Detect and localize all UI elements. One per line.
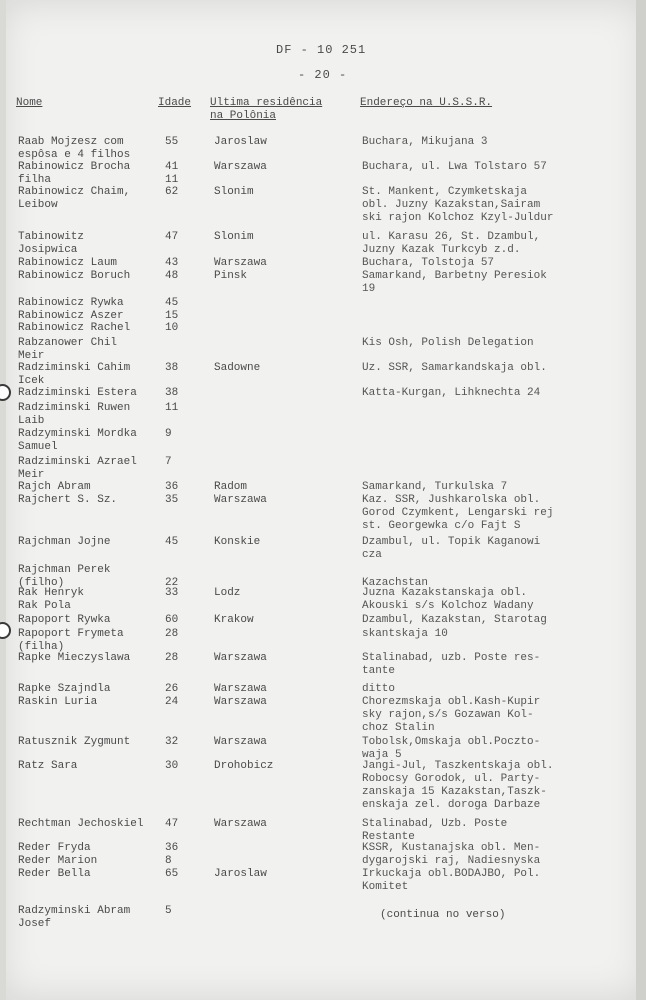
entry-name: Rak Pola [18,600,71,612]
entry-residence: Drohobicz [214,760,274,772]
entry-name: Rabinowicz Laum [18,257,118,269]
entry-address: ditto [362,683,396,695]
column-header-name: Nome [16,97,43,109]
column-header-age: Idade [158,97,192,109]
entry-address: Kaz. SSR, Jushkarolska obl. Gorod Czymkent, Lengarski rej st. Georgewka c/o Fajt S [362,494,554,532]
entry-address: Kazachstan [362,577,429,589]
entry-age: 7 [165,456,172,468]
entry-name: Rajchman Jojne [18,536,111,548]
entry-residence: Lodz [214,587,241,599]
entry-residence: Warszawa [214,736,267,748]
entry-address: Chorezmskaja obl.Kash-Kupir sky rajon,s/s Gozawan Kol- choz Stalin [362,696,541,734]
entry-name: Ratusznik Zygmunt [18,736,131,748]
entry-age: 8 [165,855,172,867]
entry-residence: Slonim [214,231,254,243]
entry-name: Rapke Mieczyslawa [18,652,131,664]
entry-address: Jangi-Jul, Taszkentskaja obl. Robocsy Gorodok, ul. Party- zanskaja 15 Kazakstan,Taszk- enskaja zel. doroga Darbaze [362,760,554,811]
entry-age: 48 [165,270,179,282]
entry-name: Rabinowicz Boruch [18,270,131,282]
binder-hole [0,622,11,639]
entry-residence: Warszawa [214,494,267,506]
entry-address: Stalinabad, Uzb. Poste Restante [362,818,508,843]
entry-age: 47 [165,818,179,830]
entry-address: St. Mankent, Czymketskaja obl. Juzny Kazakstan,Sairam ski rajon Kolchoz Kzyl-Juldur [362,186,554,224]
entry-residence: Warszawa [214,683,267,695]
entry-age: 38 [165,387,179,399]
entry-address: Buchara, ul. Lwa Tolstaro 57 [362,161,547,173]
entry-residence: Pinsk [214,270,248,282]
document-code: DF - 10 251 [276,43,367,57]
entry-name: Tabinowitz Josipwica [18,231,85,256]
entry-residence: Warszawa [214,696,267,708]
entry-age: 45 [165,536,179,548]
entry-address: Tobolsk,Omskaja obl.Poczto- waja 5 [362,736,541,761]
entry-age: 22 [165,577,179,589]
entry-address: Stalinabad, uzb. Poste res- tante [362,652,541,677]
entry-age: 10 [165,322,179,334]
entry-name: Radziminski Ruwen Laib [18,402,131,427]
entry-name: Rabinowicz Aszer [18,310,124,322]
entry-residence: Sadowne [214,362,261,374]
entry-age: 36 [165,842,179,854]
continued-note: (continua no verso) [380,909,506,921]
entry-name: Reder Fryda [18,842,91,854]
entry-age: 30 [165,760,179,772]
entry-name: Raab Mojzesz com espôsa e 4 filhos [18,136,131,161]
entry-address: Dzambul, ul. Topik Kaganowi cza [362,536,541,561]
entry-age: 62 [165,186,179,198]
entry-address: Samarkand, Barbetny Peresiok 19 [362,270,547,295]
entry-residence: Slonim [214,186,254,198]
entry-residence: Jaroslaw [214,868,267,880]
entry-address: dygarojski raj, Nadiesnyska [362,855,541,867]
entry-age: 55 [165,136,179,148]
entry-address: Uz. SSR, Samarkandskaja obl. [362,362,547,374]
entry-name: Radziminski Estera [18,387,137,399]
entry-age: 11 [165,402,179,414]
entry-address: Katta-Kurgan, Lihknechta 24 [362,387,541,399]
entry-name: Radzyminski Mordka Samuel [18,428,137,453]
entry-age: 28 [165,628,179,640]
entry-name: Rapoport Frymeta (filha) [18,628,124,653]
entry-age: 45 [165,297,179,309]
entry-address: Akouski s/s Kolchoz Wadany [362,600,534,612]
entry-age: 5 [165,905,172,917]
entry-address: Buchara, Tolstoja 57 [362,257,495,269]
entry-age: 35 [165,494,179,506]
entry-name: Rapoport Rywka [18,614,111,626]
entry-residence: Jaroslaw [214,136,267,148]
entry-age: 36 [165,481,179,493]
entry-name: Rapke Szajndla [18,683,111,695]
column-header-address: Endereço na U.S.S.R. [360,97,493,109]
page-left-edge [0,0,6,1000]
entry-residence: Krakow [214,614,254,626]
entry-name: Reder Bella [18,868,91,880]
entry-name: Rabinowicz Brocha filha [18,161,131,186]
entry-age: 26 [165,683,179,695]
entry-residence: Warszawa [214,652,267,664]
entry-address: Samarkand, Turkulska 7 [362,481,508,493]
entry-name: Radzyminski Abram Josef [18,905,131,930]
entry-age: 43 [165,257,179,269]
entry-address: Kis Osh, Polish Delegation [362,337,534,349]
entry-name: Reder Marion [18,855,98,867]
entry-age: 15 [165,310,179,322]
page-number: - 20 - [298,68,348,82]
entry-address: Juzna Kazakstanskaja obl. [362,587,528,599]
entry-residence: Warszawa [214,818,267,830]
entry-name: Rak Henryk [18,587,85,599]
entry-age: 41 11 [165,161,179,186]
entry-name: Rajch Abram [18,481,91,493]
entry-address: Buchara, Mikujana 3 [362,136,488,148]
entry-residence: Konskie [214,536,261,548]
entry-name: Rajchert S. Sz. [18,494,118,506]
entry-address: Dzambul, Kazakstan, Starotag [362,614,547,626]
entry-age: 60 [165,614,179,626]
page-right-edge [636,0,646,1000]
entry-name: Rabzanower Chil Meir [18,337,118,362]
entry-name: Ratz Sara [18,760,78,772]
entry-name: Rajchman Perek (filho) [18,564,111,589]
entry-age: 47 [165,231,179,243]
entry-age: 9 [165,428,172,440]
entry-age: 28 [165,652,179,664]
entry-address: skantskaja 10 [362,628,448,640]
entry-name: Radziminski Azrael Meir [18,456,137,481]
entry-address: Irkuckaja obl.BODAJBO, Pol. Komitet [362,868,541,893]
entry-address: KSSR, Kustanajska obl. Men- [362,842,541,854]
entry-name: Rabinowicz Chaim, Leibow [18,186,131,211]
entry-age: 38 [165,362,179,374]
entry-address: ul. Karasu 26, St. Dzambul, Juzny Kazak Turkcyb z.d. [362,231,541,256]
entry-name: Rabinowicz Rywka [18,297,124,309]
entry-age: 32 [165,736,179,748]
entry-residence: Warszawa [214,257,267,269]
entry-age: 33 [165,587,179,599]
entry-name: Rabinowicz Rachel [18,322,131,334]
entry-name: Rechtman Jechoskiel [18,818,144,830]
entry-age: 65 [165,868,179,880]
entry-name: Raskin Luria [18,696,98,708]
binder-hole [0,384,11,401]
entry-residence: Warszawa [214,161,267,173]
entry-name: Radziminski Cahim Icek [18,362,131,387]
column-header-residence: Ultima residência na Polônia [210,97,323,122]
entry-residence: Radom [214,481,248,493]
entry-age: 24 [165,696,179,708]
